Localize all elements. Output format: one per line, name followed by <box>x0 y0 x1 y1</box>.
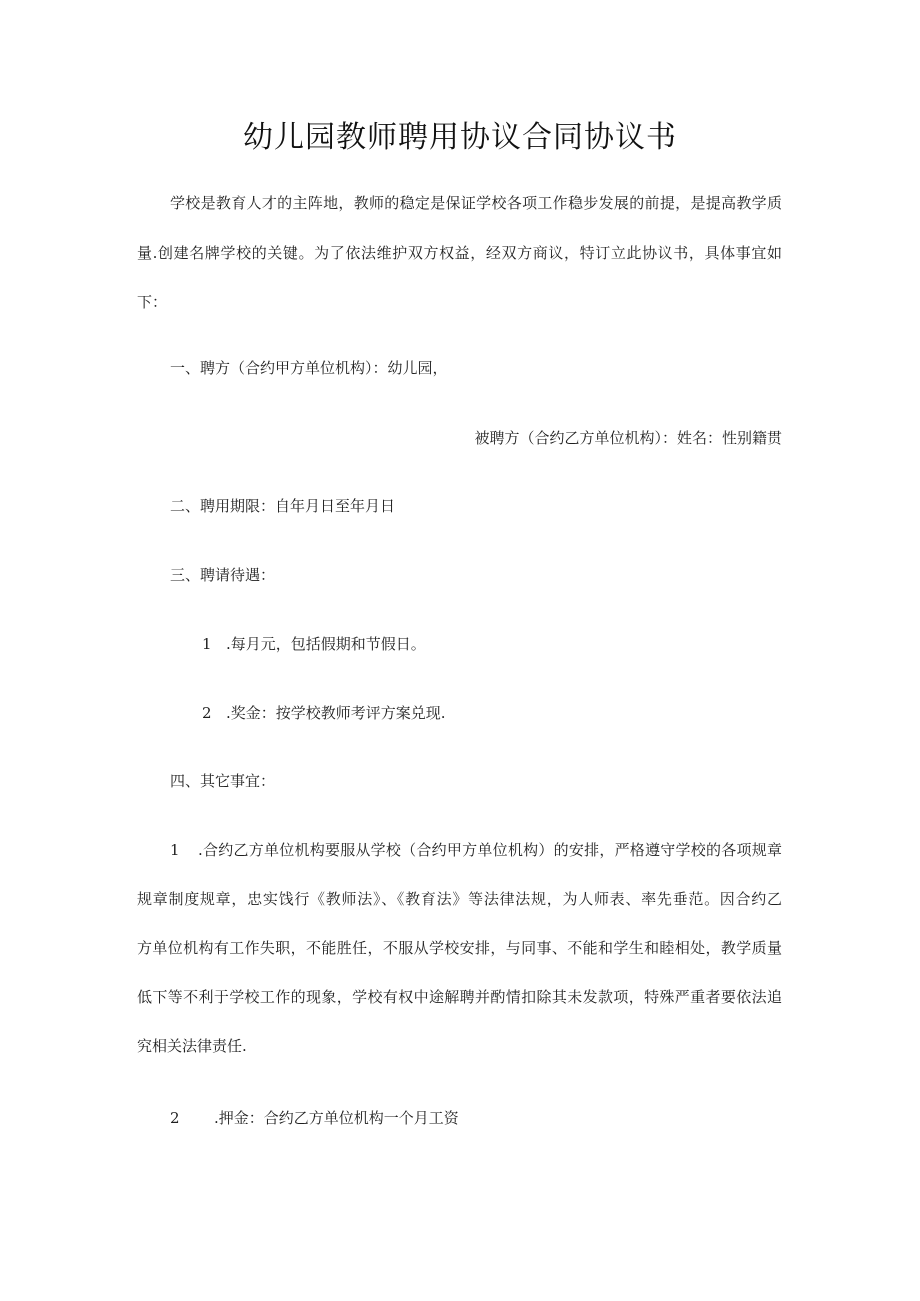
benefit-item-1 <box>202 634 426 654</box>
intro-line-2: 量.创建名牌学校的关键。为了依法维护双方权益，经双方商议，特订立此协议书，具体事宜如 <box>137 244 782 262</box>
employee-line: 被聘方（合约乙方单位机构）：姓名：性别籍贯 <box>474 429 782 447</box>
other-matters-heading: 四、其它事宜： <box>170 772 276 790</box>
benefit-item-2 <box>202 703 446 723</box>
other-item-2 <box>170 1108 459 1128</box>
benefit-item-1-number: 1 <box>202 635 212 653</box>
intro-line-1: 学校是教育人才的主阵地，教师的稳定是保证学校各项工作稳步发展的前提，是提高教学质 <box>170 194 782 212</box>
intro-line-3: 下： <box>137 293 168 311</box>
other-item-1-line-3: 方单位机构有工作失职，不能胜任，不服从学校安排，与同事、不能和学生和睦相处，教学质量 <box>137 939 782 957</box>
benefit-item-1-text: .每月元，包括假期和节假日。 <box>226 635 426 653</box>
other-item-1-line-1-text: .合约乙方单位机构要服从学校（合约甲方单位机构）的安排，严格遵守学校的各项规章 <box>198 841 782 859</box>
other-item-2-text: .押金：合约乙方单位机构一个月工资 <box>214 1109 459 1127</box>
other-item-1-line-5: 究相关法律责任. <box>137 1037 247 1055</box>
benefit-item-2-number: 2 <box>202 704 212 722</box>
other-item-1-line-4: 低下等不利于学校工作的现象，学校有权中途解聘并酌情扣除其未发款项，特殊严重者要依法追 <box>137 988 782 1006</box>
other-item-2-number: 2 <box>170 1109 180 1127</box>
employer-line: 一、聘方（合约甲方单位机构）：幼儿园， <box>170 359 448 377</box>
other-item-1-line-1 <box>170 840 782 860</box>
benefit-item-2-text: .奖金：按学校教师考评方案兑现. <box>226 704 446 722</box>
other-item-1-number: 1 <box>170 841 180 859</box>
benefits-heading: 三、聘请待遇： <box>170 566 276 584</box>
other-item-1-line-2: 规章制度规章，忠实饯行《教师法》、《教育法》等法律法规，为人师表、率先垂范。因合约乙 <box>137 890 782 908</box>
document-title: 幼儿园教师聘用协议合同协议书 <box>243 120 677 155</box>
term-line: 二、聘用期限：自年月日至年月日 <box>170 497 396 515</box>
